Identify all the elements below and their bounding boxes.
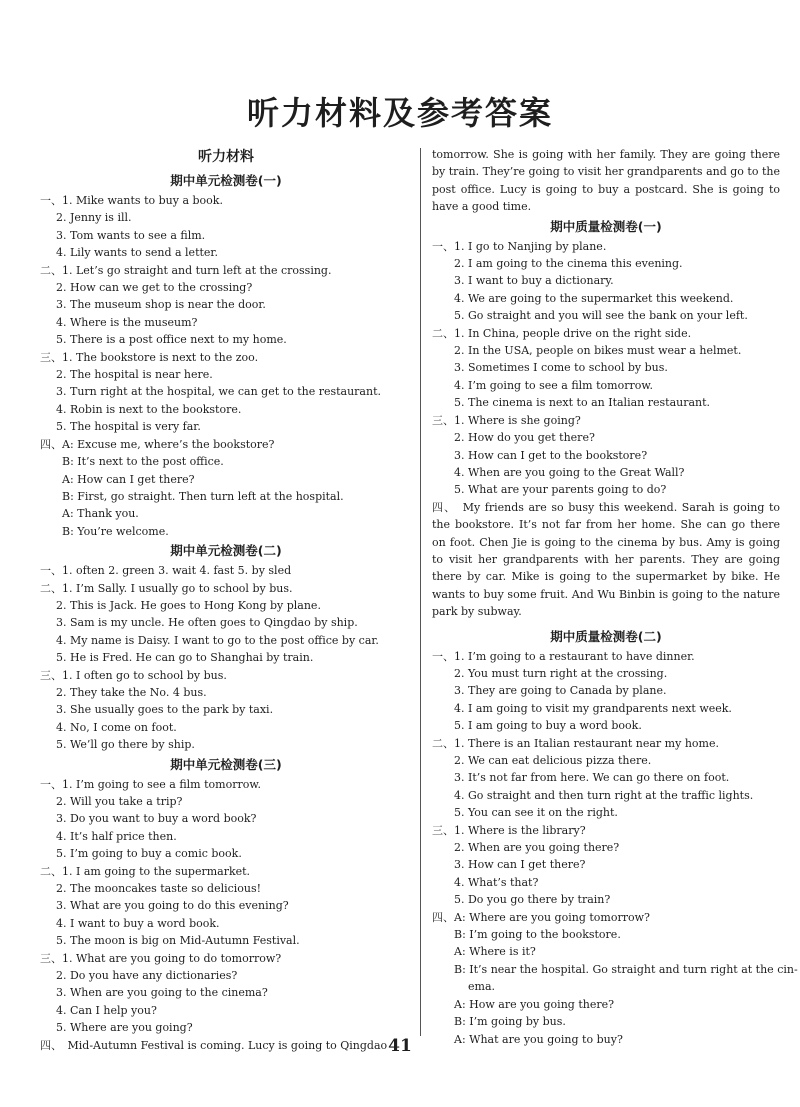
line: A: Thank you. xyxy=(62,507,139,521)
line: B: First, go straight. Then turn left at the hospital. xyxy=(62,489,344,503)
line: 4. I’m going to see a film tomorrow. xyxy=(454,378,653,392)
line: 3. The museum shop is near the door. xyxy=(56,298,266,312)
line: 3. I want to buy a dictionary. xyxy=(454,274,614,288)
line: 3. How can I get to the bookstore? xyxy=(454,448,648,462)
line: 5. The moon is big on Mid-Autumn Festival. xyxy=(56,934,300,948)
line: A: How are you going there? xyxy=(454,997,614,1011)
section-title: 期中单元检测卷(三) xyxy=(170,756,282,772)
line: 4. Where is the museum? xyxy=(56,315,198,329)
line: 3. Turn right at the hospital, we can get to the restaurant. xyxy=(56,385,381,399)
line: B: I’m going by bus. xyxy=(454,1015,566,1029)
line: 2. In the USA, people on bikes must wear a helmet. xyxy=(454,344,742,358)
line: B: You’re welcome. xyxy=(62,524,169,538)
line: 二、1. There is an Italian restaurant near my home. xyxy=(432,736,719,750)
line: 2. You must turn right at the crossing. xyxy=(454,666,668,680)
line: 四、 Mid-Autumn Festival is coming. Lucy is going to Qingdao xyxy=(40,1038,388,1052)
paragraph: tomorrow. She is going with her family. They are going there by train. They’re going to visit her grandparents and go to the post office. Lucy is going to buy a postcard. She is going to have a good time. xyxy=(432,148,780,214)
page-number: 41 xyxy=(388,1036,412,1056)
line: 2. Will you take a trip? xyxy=(56,795,183,808)
line: 4. We are going to the supermarket this weekend. xyxy=(454,291,734,305)
line: A: What are you going to buy? xyxy=(454,1032,623,1046)
line: A: How can I get there? xyxy=(62,472,195,486)
line: 4. My name is Daisy. I want to go to the post office by car. xyxy=(56,633,379,647)
line: 二、1. I am going to the supermarket. xyxy=(40,864,251,878)
line: 5. What are your parents going to do? xyxy=(454,483,667,497)
line: 5. Do you go there by train? xyxy=(454,893,611,907)
line: 5. There is a post office next to my home. xyxy=(56,333,287,347)
line: 4. Go straight and then turn right at the traffic lights. xyxy=(454,788,754,802)
line: 4. It’s half price then. xyxy=(56,829,177,843)
line: B: It’s next to the post office. xyxy=(62,455,224,469)
line: 2. They take the No. 4 bus. xyxy=(56,685,207,699)
line: 一、1. I’m going to a restaurant to have dinner. xyxy=(432,649,695,663)
line: 5. Go straight and you will see the bank on your left. xyxy=(454,309,748,323)
line: 4. Robin is next to the bookstore. xyxy=(56,402,242,416)
line: B: It’s near the hospital. Go straight and turn right at the cin- xyxy=(454,962,798,976)
line: 二、1. Let’s go straight and turn left at the crossing. xyxy=(40,263,332,277)
line: 三、1. What are you going to do tomorrow? xyxy=(40,951,282,965)
line: B: I’m going to the bookstore. xyxy=(454,928,621,942)
column-divider xyxy=(420,148,421,1036)
right-column xyxy=(432,146,798,1048)
line: 3. Sam is my uncle. He often goes to Qingdao by ship. xyxy=(56,616,358,630)
line: 3. It’s not far from here. We can go there on foot. xyxy=(454,771,730,785)
line: 四、A: Excuse me, where’s the bookstore? xyxy=(40,437,275,451)
line: 5. I’m going to buy a comic book. xyxy=(56,847,242,861)
line: 2. How do you get there? xyxy=(454,431,595,445)
line: 3. She usually goes to the park by taxi. xyxy=(56,703,274,717)
line: 3. Tom wants to see a film. xyxy=(56,228,206,242)
line: ema. xyxy=(468,980,495,994)
section-title: 期中质量检测卷(一) xyxy=(550,218,662,234)
line: 2. The mooncakes taste so delicious! xyxy=(56,882,262,896)
line: 一、1. I’m going to see a film tomorrow. xyxy=(40,777,261,791)
line: 3. Do you want to buy a word book? xyxy=(56,812,257,826)
line: 三、1. The bookstore is next to the zoo. xyxy=(40,350,259,364)
line: 2. I am going to the cinema this evening. xyxy=(454,257,683,271)
line: 4. When are you going to the Great Wall? xyxy=(454,465,685,479)
line: 二、1. I’m Sally. I usually go to school by bus. xyxy=(40,581,293,595)
paragraph: 四、 My friends are so busy this weekend. Sarah is going to the bookstore. It’s not far from her home. She can go there on foot. Chen Jie is going to the cinema by bus. Amy is going to visit her grandparents with her parents. They are going there by car. Mike is going to the supermarket by bike. He wants to buy some fruit. And Wu Binbin is going to the nature park by subway. xyxy=(432,500,780,619)
line: 5. He is Fred. He can go to Shanghai by train. xyxy=(56,651,314,665)
line: 4. I am going to visit my grandparents next week. xyxy=(454,701,732,715)
line: 二、1. In China, people drive on the right side. xyxy=(432,326,692,340)
line: 3. What are you going to do this evening? xyxy=(56,899,289,913)
line: 三、1. Where is the library? xyxy=(432,823,586,837)
line: 2. The hospital is near here. xyxy=(56,368,213,382)
line: 一、1. often 2. green 3. wait 4. fast 5. by sled xyxy=(40,564,292,578)
section-title: 期中单元检测卷(二) xyxy=(170,543,282,559)
line: A: Where is it? xyxy=(454,945,536,959)
line: 2. Do you have any dictionaries? xyxy=(56,969,238,983)
line: 2. This is Jack. He goes to Hong Kong by plane. xyxy=(56,598,321,612)
line: 4. I want to buy a word book. xyxy=(56,916,220,930)
line: 5. Where are you going? xyxy=(56,1021,193,1035)
left-column xyxy=(40,146,412,1054)
line: 3. When are you going to the cinema? xyxy=(56,986,268,1000)
line: 三、1. Where is she going? xyxy=(432,413,581,427)
line: 三、1. I often go to school by bus. xyxy=(40,668,227,682)
line: 4. No, I come on foot. xyxy=(56,720,177,734)
page-title: 听力材料及参考答案 xyxy=(246,94,553,132)
line: 5. The hospital is very far. xyxy=(56,420,201,434)
line: 一、1. I go to Nanjing by plane. xyxy=(432,239,607,253)
line: 2. We can eat delicious pizza there. xyxy=(454,754,652,767)
line: 3. How can I get there? xyxy=(454,858,586,872)
line: 3. They are going to Canada by plane. xyxy=(454,684,667,698)
line: 5. The cinema is next to an Italian restaurant. xyxy=(454,396,711,410)
line: 2. When are you going there? xyxy=(454,841,620,855)
line: 5. We’ll go there by ship. xyxy=(56,738,195,752)
line: 4. Lily wants to send a letter. xyxy=(56,246,218,260)
listening-heading: 听力材料 xyxy=(198,149,254,165)
line: 四、A: Where are you going tomorrow? xyxy=(432,910,650,924)
line: 5. You can see it on the right. xyxy=(454,806,618,820)
line: 一、1. Mike wants to buy a book. xyxy=(40,194,223,207)
line: 3. Sometimes I come to school by bus. xyxy=(454,361,668,375)
line: 5. I am going to buy a word book. xyxy=(454,719,642,733)
section-title: 期中单元检测卷(一) xyxy=(170,173,282,188)
section-title: 期中质量检测卷(二) xyxy=(550,628,662,644)
line: 2. How can we get to the crossing? xyxy=(56,281,253,295)
line: 2. Jenny is ill. xyxy=(56,211,132,225)
line: 4. Can I help you? xyxy=(56,1003,157,1017)
line: 4. What’s that? xyxy=(454,875,539,889)
